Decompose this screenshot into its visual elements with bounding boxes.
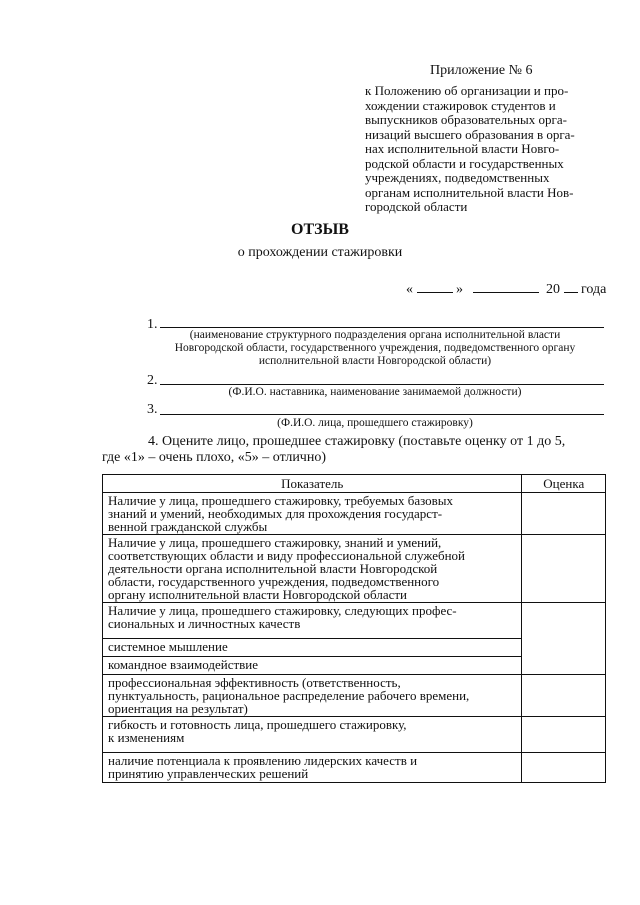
indicator-line: системное мышление bbox=[108, 639, 228, 654]
indicator-line: принятию управленческих решений bbox=[108, 766, 309, 781]
indicator-line: пунктуальность, рациональное распределение рабочего времени, bbox=[108, 688, 470, 703]
indicator-cell bbox=[103, 493, 522, 535]
table-row bbox=[103, 603, 606, 639]
month-blank[interactable] bbox=[473, 280, 539, 293]
score-cell[interactable] bbox=[522, 493, 606, 535]
document-title: ОТЗЫВ bbox=[291, 221, 349, 238]
indicator-line: венной гражданской службы bbox=[108, 519, 268, 534]
indicator-cell bbox=[103, 639, 522, 657]
indicator-line: органу исполнительной власти Новгородской области bbox=[108, 587, 407, 602]
indicator-cell bbox=[103, 535, 522, 603]
table-row bbox=[103, 753, 606, 783]
field-1-line[interactable] bbox=[160, 327, 604, 328]
appendix-line: хождении стажировок студентов и bbox=[365, 97, 556, 113]
appendix-line: учреждениях, подведомственных bbox=[365, 170, 550, 185]
year-prefix: 20 bbox=[546, 282, 560, 297]
date-open-quote: « bbox=[406, 282, 413, 297]
instruction-line: 4. Оцените лицо, прошедшее стажировку (поставьте оценку от 1 до 5, bbox=[148, 434, 566, 449]
document-subtitle: о прохождении стажировки bbox=[237, 245, 403, 260]
date-close-quote: » bbox=[456, 282, 463, 297]
table-row bbox=[103, 493, 606, 535]
rating-instruction bbox=[102, 434, 612, 466]
date-line bbox=[406, 280, 606, 298]
appendix-line: низаций высшего образования в орга- bbox=[365, 126, 575, 142]
appendix-line: родской области и государственных bbox=[365, 155, 564, 171]
score-cell[interactable] bbox=[522, 753, 606, 783]
table-row bbox=[103, 535, 606, 603]
indicator-cell bbox=[103, 603, 522, 639]
indicator-cell bbox=[103, 657, 522, 675]
caption-line: Новгородской области, государственного учреждения, подведомственного органу bbox=[174, 342, 576, 354]
rating-table bbox=[102, 474, 606, 783]
indicator-cell bbox=[103, 675, 522, 717]
appendix-line: городской области bbox=[365, 199, 468, 214]
appendix-line: органам исполнительной власти Нов- bbox=[365, 184, 574, 200]
score-cell[interactable] bbox=[522, 603, 606, 675]
indicator-line: Наличие у лица, прошедшего стажировку, следующих профес- bbox=[108, 603, 457, 618]
appendix-number: Приложение № 6 bbox=[430, 63, 533, 78]
instruction-line: где «1» – очень плохо, «5» – отлично) bbox=[102, 450, 327, 465]
indicator-cell bbox=[103, 717, 522, 753]
appendix-line: к Положению об организации и про- bbox=[365, 83, 569, 98]
field-3-number: 3. bbox=[147, 402, 158, 417]
table-row bbox=[103, 675, 606, 717]
caption-line: (наименование структурного подразделения органа исполнительной власти bbox=[189, 329, 561, 341]
indicator-line: Наличие у лица, прошедшего стажировку, знаний и умений, bbox=[108, 535, 442, 550]
field-1-number: 1. bbox=[147, 317, 158, 332]
appendix-reference bbox=[365, 84, 605, 215]
score-cell[interactable] bbox=[522, 675, 606, 717]
year-blank[interactable] bbox=[564, 280, 578, 293]
score-cell[interactable] bbox=[522, 535, 606, 603]
indicator-line: командное взаимодействие bbox=[108, 657, 259, 672]
indicator-line: соответствующих области и виду профессиональной служебной bbox=[108, 548, 465, 563]
header-indicator: Показатель bbox=[103, 475, 522, 493]
indicator-line: к изменениям bbox=[108, 730, 185, 745]
indicator-cell bbox=[103, 753, 522, 783]
appendix-line: нах исполнительной власти Новго- bbox=[365, 141, 560, 156]
field-2-number: 2. bbox=[147, 373, 158, 388]
field-3-caption bbox=[140, 417, 610, 430]
indicator-line: области, государственного учреждения, подведомственного bbox=[108, 574, 440, 589]
field-2-line[interactable] bbox=[160, 384, 604, 385]
indicator-line: гибкость и готовность лица, прошедшего стажировку, bbox=[108, 717, 407, 732]
indicator-line: профессиональная эффективность (ответственность, bbox=[108, 675, 401, 690]
header-score: Оценка bbox=[522, 475, 606, 493]
indicator-line: наличие потенциала к проявлению лидерских качеств и bbox=[108, 753, 418, 768]
table-header-row bbox=[103, 475, 606, 493]
caption-line: (Ф.И.О. наставника, наименование занимаемой должности) bbox=[228, 386, 522, 398]
appendix-line: выпускников образовательных орга- bbox=[365, 112, 567, 127]
indicator-line: деятельности органа исполнительной власти Новгородской bbox=[108, 561, 438, 576]
indicator-line: ориентация на результат) bbox=[108, 701, 248, 716]
caption-line: исполнительной власти Новгородской области) bbox=[258, 355, 492, 367]
indicator-line: сиональных и личностных качеств bbox=[108, 616, 301, 631]
table-row bbox=[103, 717, 606, 753]
caption-line: (Ф.И.О. лица, прошедшего стажировку) bbox=[277, 417, 473, 429]
day-blank[interactable] bbox=[417, 280, 453, 293]
score-cell[interactable] bbox=[522, 717, 606, 753]
field-2-caption bbox=[140, 386, 610, 399]
indicator-line: знаний и умений, необходимых для прохождения государст- bbox=[108, 506, 443, 521]
field-3-line[interactable] bbox=[160, 414, 604, 415]
year-suffix: года bbox=[581, 282, 607, 297]
indicator-line: Наличие у лица, прошедшего стажировку, требуемых базовых bbox=[108, 493, 454, 508]
field-1-caption bbox=[140, 329, 610, 368]
